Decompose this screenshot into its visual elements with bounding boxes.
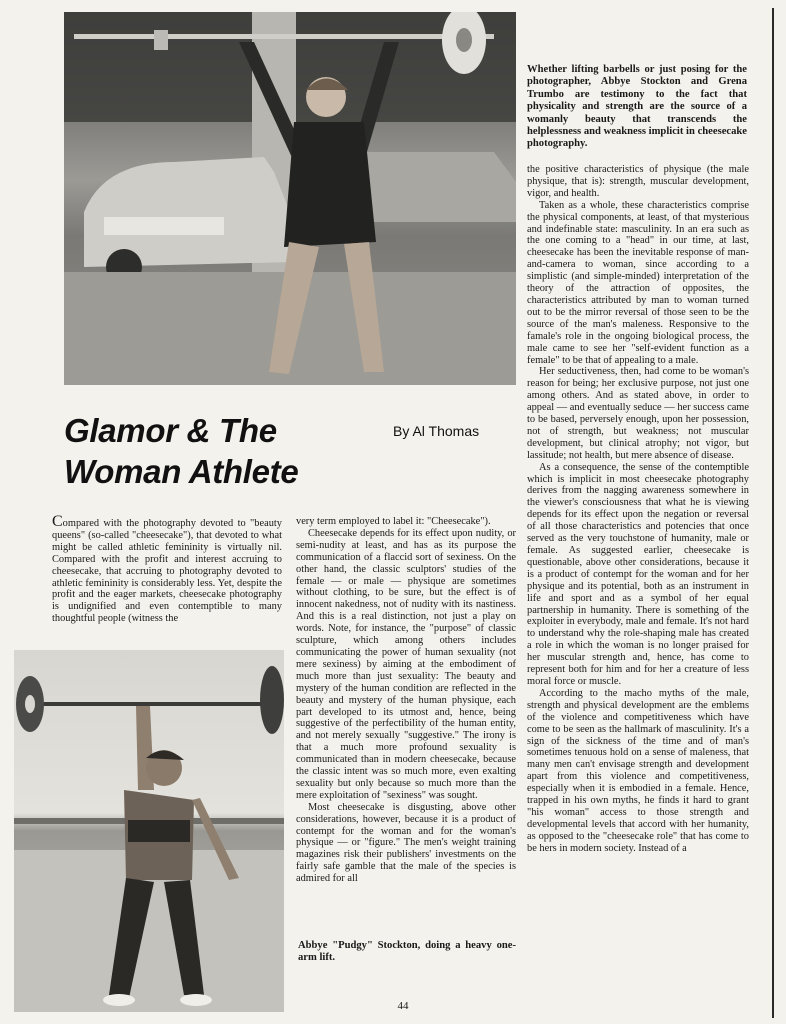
photo-woman-overhead-barbell: [64, 12, 516, 385]
paragraph: Taken as a whole, these characteristics comprise the physical components, at least, of that mysterious and indefinable state: masculinity. In an era such as the one coming to a "head" in our time, at last, cheesecake has been the inevitable response of man-and-camera to woman, since according to a simplistic (and simple-minded) interpretation of the theory of the attraction of opposites, the characteristics attributed by man to woman turned out to be the mirror reversal of those seen to be the source of the man's maleness. Responsive to the famale's role in the ongoing biological process, the male came to see her "self-evident function as a female" to be that of appealing to a male.: [527, 199, 749, 366]
article-title: [64, 410, 384, 492]
paragraph: According to the macho myths of the male, strength and physical development are the emblems of the violence and competitiveness which have come to be seen as the hallmark of masculinity. It's a sign of the sickness of the time and of man's sometimes tenuous hold on a sense of maleness, that many men can't envisage strength and development apart from this violence and competitiveness, especially when it is embodied in a female. Hence, trapped in his own myths, he finds it hard to grant "his woman" access to those strength and developmental levels that accord with her humanity, as opposed to the "cheesecake role" that has come to be hers in modern society. Instead of a: [527, 687, 749, 854]
article-title-line1: Glamor & The: [64, 412, 277, 449]
photo-caption-bottom: Abbye "Pudgy" Stockton, doing a heavy one-arm lift.: [298, 940, 516, 964]
paragraph: [52, 513, 282, 625]
article-title-line2: Woman Athlete: [64, 453, 299, 490]
drop-cap: C: [52, 513, 63, 530]
text-column-left: [52, 513, 282, 625]
paragraph: very term employed to label it: "Cheesecake").: [296, 516, 491, 527]
page-number: 44: [397, 1000, 409, 1012]
byline: By Al Thomas: [393, 423, 480, 439]
paragraph-text: ompared with the photography devoted to "beauty queens" (so-called "cheesecake"), that devoted to what might be called athletic femininity is virtually nil. Compared with the profit and interest accruing to cheesecake, that accruing to photography devoted to athletic femininity is considerably less. Yet, despite the profit and the eager markets, cheesecake photography is undignified and even contemptible to many thoughtful people (witness the: [52, 518, 282, 625]
paragraph: the positive characteristics of physique (the male physique, that is): strength, muscular development, vigor, and health.: [527, 164, 749, 199]
photo-caption-top: Whether lifting barbells or just posing for the photographer, Abbye Stockton and Grena Trumbo are testimony to the fact that physicality and strength are the source of a womanly beauty that transcends the helplessness and weakness implicit in cheesecake photography.: [527, 64, 747, 150]
photo-one-arm-lift: [14, 650, 284, 1012]
text-column-middle: [296, 516, 516, 885]
paragraph: Most cheesecake is disgusting, above other considerations, however, because it is a product of contempt for the woman and for the woman's physique — or "figure." The men's weight training magazines risk their publishers' investments on the fairly safe gamble that the male of the species is admired for all: [296, 801, 516, 885]
paragraph: Cheesecake depends for its effect upon nudity, or semi-nudity at least, and has as its purpose the communication of a flaccid sort of sexiness. On the other hand, the classic sculptors' studies of the female — or male — physique are sometimes without clothing, to be sure, but the effect is of innocent nakedness, not of nudity with its nastiness. And this is a real distinction, not just a play on words. Note, for instance, the "purpose" of classic sculpture, which among others includes communicating the power of human sexuality (not mere sexiness) by aiming at the embodiment of much more than just sexuality: The beauty and mystery of the human condition are reflected in the beauty and mystery of the human physique, each part developed to its utmost and, hence, being suggestive of the perfectibility of the human entity, and not merely sexually "suggestive." The irony is that a much more profound sexuality is communicated than in modern cheesecake, because the classic intent was so much more, even exalting sexuality but only because so much more than the mere exploitation of "sexiness" was sought.: [296, 527, 516, 801]
paragraph: As a consequence, the sense of the contemptible which is implicit in most cheesecake photography derives from the nagging awareness somewhere in the viewer's consciousness that what he is viewing depends for its effect upon the negation or reversal of all those characteristics and potencies that once served as the very touchstone of humanity, male or female. As suggested earlier, cheesecake is questionable, above other considerations, because it is a product of contempt for the woman and for her physique and its potential, both as an instrument in life and sport and as a symbol of her equal partnership in humanity. There is something of the exploiter in everybody, male and female. It's not hard to understand why the role-shaping male has created a role in which the woman is no longer praised for her muscular strength and, hence, has come to represent both for him and for her a creature of less moral force or muscle.: [527, 461, 749, 687]
page-edge-line: [772, 8, 774, 1018]
text-column-right: [527, 164, 749, 855]
paragraph: Her seductiveness, then, had come to be woman's reason for being; her exclusive purpose, not just one among others. And as stated above, in order to appeal — and eventually seduce — her success came to be based, perversely enough, upon her possession, not of strength, but weakness; not muscular development, but clinical atrophy; not vigor, but lassitude; not health, but mere absence of disease.: [527, 366, 749, 461]
